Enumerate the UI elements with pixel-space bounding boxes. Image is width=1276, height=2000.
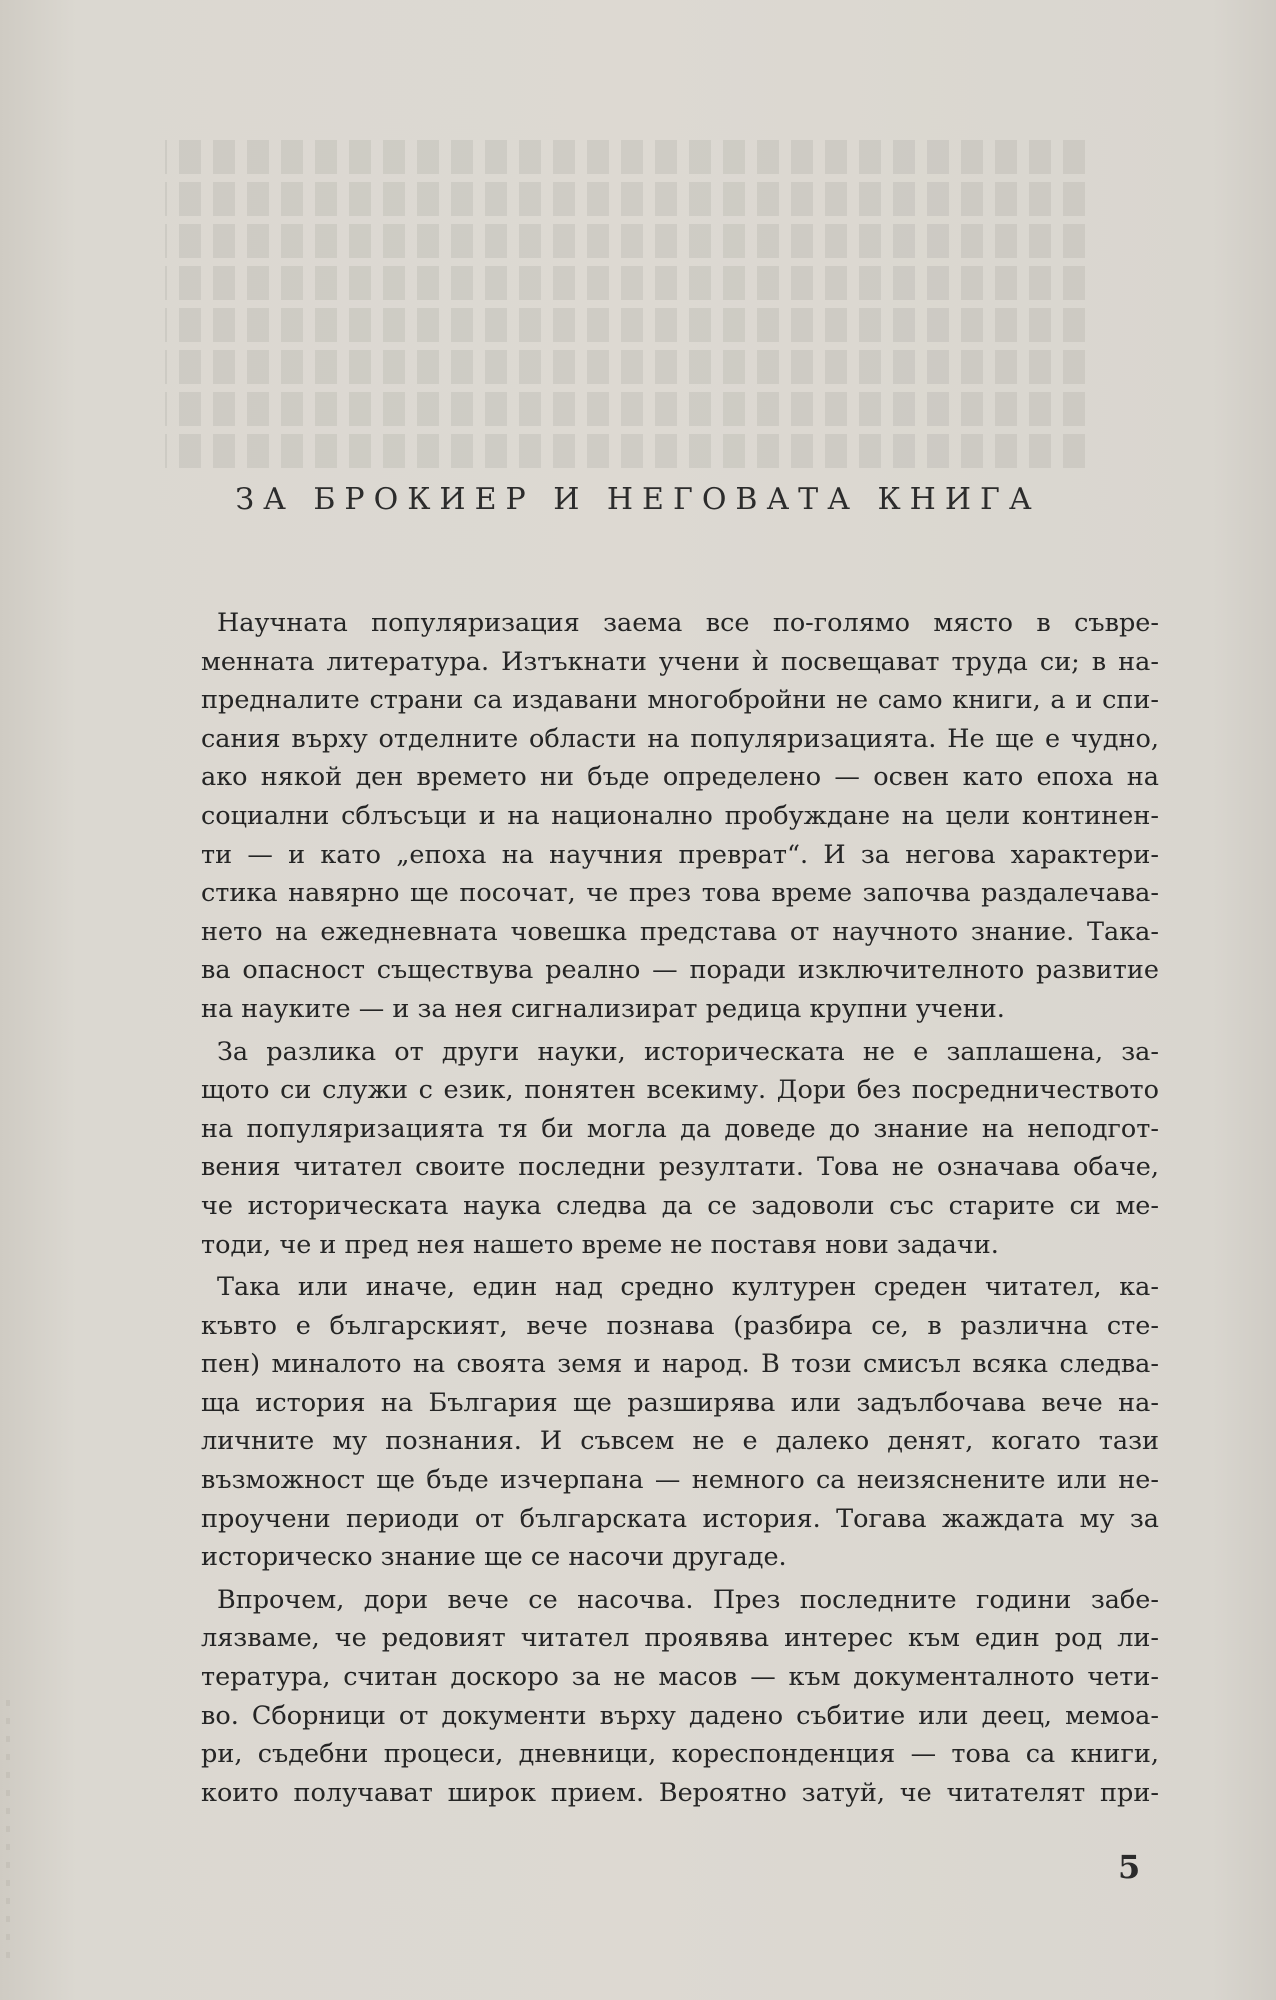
text-line: историческо знание ще се насочи другаде. <box>201 1542 787 1573</box>
text-line: че историческата наука следва да се задоволи със старите си ме- <box>201 1190 1159 1221</box>
text-line: ва опасност съществува реално — поради изключителното развитие <box>201 955 1159 986</box>
text-line: ако някой ден времето ни бъде определено — освен като епоха на <box>201 762 1159 793</box>
text-line: личните му познания. И съвсем не е далеко денят, когато тази <box>201 1426 1159 1457</box>
text-line: които получават широк прием. Вероятно затуй, че читателят при- <box>201 1777 1159 1808</box>
text-line: тература, считан доскоро за не масов — към документалното чети- <box>201 1662 1159 1693</box>
text-line: възможност ще бъде изчерпана — немного са неизяснените или не- <box>201 1465 1159 1496</box>
margin-wear <box>6 1700 10 1960</box>
text-line: вения читател своите последни резултати. Това не означава обаче, <box>201 1152 1159 1183</box>
text-line: на науките — и за нея сигнализират редица крупни учени. <box>201 993 1005 1024</box>
text-line: на популяризацията тя би могла да доведе до знание на неподгот- <box>201 1113 1159 1144</box>
text-line: нето на ежедневната човешка представа от научното знание. Така- <box>201 916 1159 947</box>
text-line: щото си служи с език, понятен всекиму. Дори без посредничеството <box>201 1075 1159 1106</box>
paragraph <box>186 1033 1159 1265</box>
text-line: лязваме, че редовият читател проявява интерес към един род ли- <box>201 1623 1159 1654</box>
text-line: во. Сборници от документи върху дадено събитие или деец, мемоа- <box>201 1700 1159 1731</box>
text-line: къвто е българският, вече познава (разбира се, в различна сте- <box>201 1310 1159 1341</box>
text-line: социални сблъсъци и на национално пробуждане на цели континен- <box>201 800 1159 831</box>
paragraph <box>186 604 1159 1029</box>
text-line: ти — и като „епоха на научния преврат“. И за негова характери- <box>201 839 1159 870</box>
body-text <box>186 604 1159 1816</box>
text-line: Така или иначе, един над средно културен среден читател, ка- <box>217 1272 1159 1303</box>
paragraph <box>186 1581 1159 1813</box>
text-line: За разлика от други науки, историческата не е заплашена, за- <box>217 1036 1159 1067</box>
text-line: Научната популяризация заема все по-голямо място в съвре- <box>217 608 1159 638</box>
text-line: проучени периоди от българската история. Тогава жаждата му за <box>201 1503 1159 1534</box>
text-line: стика навярно ще посочат, че през това време започва раздалечава- <box>201 878 1159 909</box>
text-line: тоди, че и пред нея нашето време не поставя нови задачи. <box>201 1229 999 1260</box>
text-line: пен) миналото на своята земя и народ. В този смисъл всяка следва- <box>201 1349 1159 1380</box>
paragraph <box>186 1268 1159 1577</box>
text-line: менната литература. Изтъкнати учени ѝ посвещават труда си; в на- <box>201 646 1159 677</box>
page-number: 5 <box>1118 1848 1141 1886</box>
text-line: ри, съдебни процеси, дневници, кореспонденция — това са книги, <box>201 1739 1159 1770</box>
text-line: Впрочем, дори вече се насочва. През последните години забе- <box>217 1584 1159 1615</box>
chapter-title: ЗА БРОКИЕР И НЕГОВАТА КНИГА <box>235 482 1041 517</box>
text-line: предналите страни са издавани многобройни не само книги, а и спи- <box>201 685 1159 716</box>
text-line: ща история на България ще разширява или задълбочава вече на- <box>201 1387 1159 1418</box>
text-line: сания върху отделните области на популяризацията. Не ще е чудно, <box>201 723 1159 754</box>
